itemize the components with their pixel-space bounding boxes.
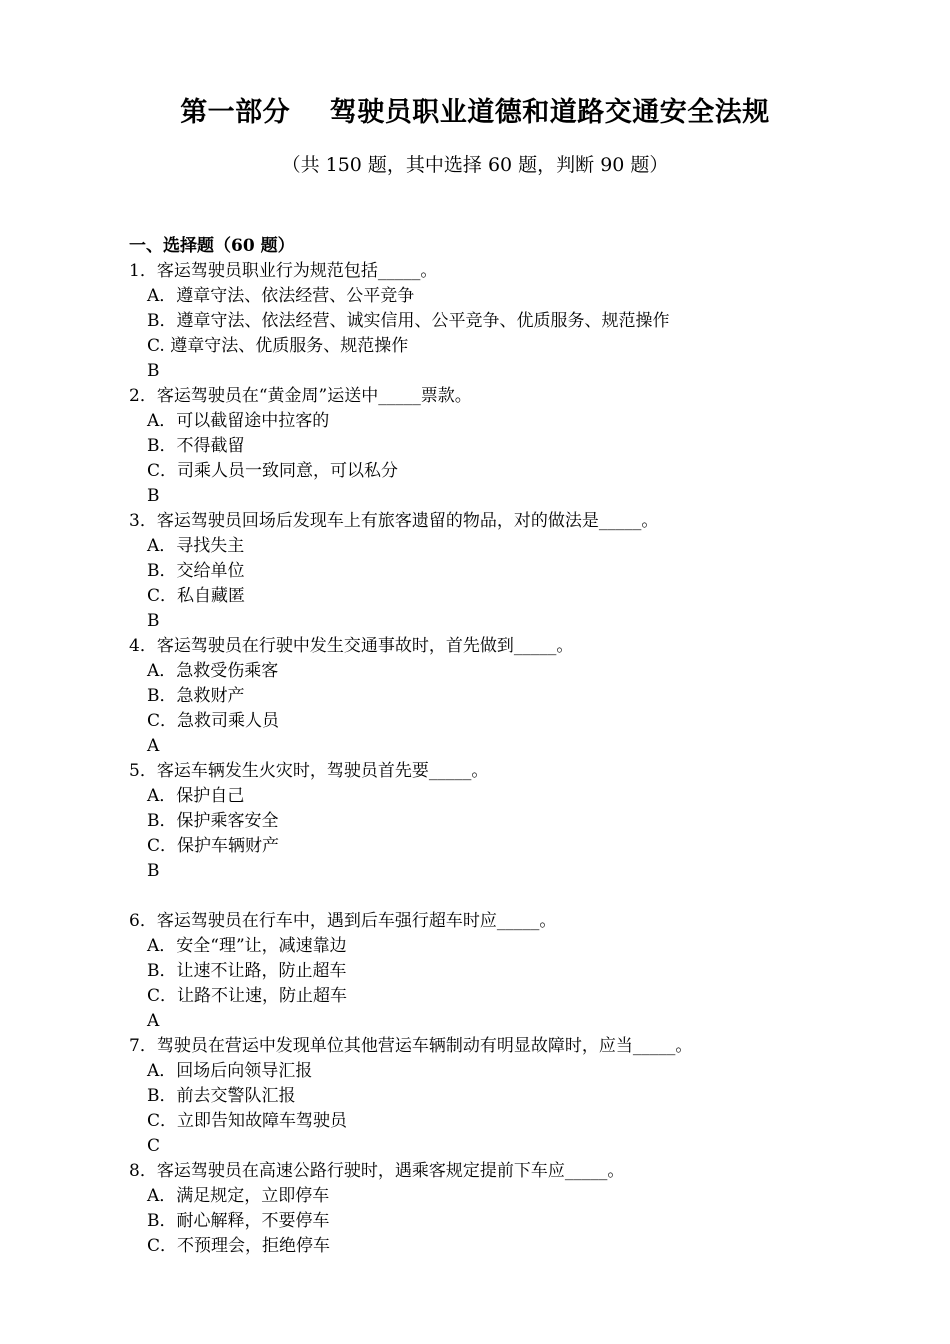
question-option: C．不预理会，拒绝停车	[147, 1236, 331, 1256]
question-answer: B	[147, 361, 160, 381]
question-option: A．可以截留途中拉客的	[147, 411, 330, 431]
question-option: B．前去交警队汇报	[147, 1086, 296, 1106]
question-stem: 2．客运驾驶员在“黄金周”运送中_____票款。	[129, 386, 472, 406]
question-option: A．回场后向领导汇报	[147, 1061, 313, 1081]
question-stem: 7．驾驶员在营运中发现单位其他营运车辆制动有明显故障时，应当_____。	[129, 1036, 693, 1056]
blank-line	[129, 884, 910, 909]
question-option: B．不得截留	[147, 436, 245, 456]
question-option: A．急救受伤乘客	[147, 661, 279, 681]
question-answer: B	[147, 861, 160, 881]
page-title: 第一部分 驾驶员职业道德和道路交通安全法规	[180, 97, 770, 128]
question-stem: 5．客运车辆发生火灾时，驾驶员首先要_____。	[129, 761, 489, 781]
question-answer: A	[147, 1011, 160, 1031]
question-option: A．寻找失主	[147, 536, 245, 556]
question-stem: 4．客运驾驶员在行驶中发生交通事故时，首先做到_____。	[129, 636, 574, 656]
question-stem: 6．客运驾驶员在行车中，遇到后车强行超车时应_____。	[129, 911, 557, 931]
section-heading: 一、选择题（60 题）	[129, 236, 295, 256]
question-option: A．保护自己	[147, 786, 245, 806]
question-option: C．让路不让速，防止超车	[147, 986, 348, 1006]
page-subtitle: （共 150 题，其中选择 60 题，判断 90 题）	[281, 154, 669, 176]
question-option: C．保护车辆财产	[147, 836, 280, 856]
question-option: C．司乘人员一致同意，可以私分	[147, 461, 399, 481]
question-option: C．立即告知故障车驾驶员	[147, 1111, 348, 1131]
question-option: C．急救司乘人员	[147, 711, 280, 731]
question-option: B．交给单位	[147, 561, 245, 581]
question-stem: 1．客运驾驶员职业行为规范包括_____。	[129, 261, 438, 281]
question-answer: C	[147, 1136, 161, 1156]
question-option: B．遵章守法、依法经营、诚实信用、公平竞争、优质服务、规范操作	[147, 311, 670, 331]
question-answer: A	[147, 736, 160, 756]
question-option: B．保护乘客安全	[147, 811, 279, 831]
question-option: B．耐心解释，不要停车	[147, 1211, 330, 1231]
question-answer: B	[147, 611, 160, 631]
question-option: A．遵章守法、依法经营、公平竞争	[147, 286, 415, 306]
question-stem: 3．客运驾驶员回场后发现车上有旅客遗留的物品，对的做法是_____。	[129, 511, 659, 531]
question-option: A．满足规定，立即停车	[147, 1186, 330, 1206]
question-option: B．让速不让路，防止超车	[147, 961, 347, 981]
question-answer: B	[147, 486, 160, 506]
question-option: B．急救财产	[147, 686, 245, 706]
question-option: C. 遵章守法、优质服务、规范操作	[147, 336, 409, 356]
question-option: C．私自藏匿	[147, 586, 246, 606]
question-list	[129, 234, 910, 1259]
question-stem: 8．客运驾驶员在高速公路行驶时，遇乘客规定提前下车应_____。	[129, 1161, 625, 1181]
question-option: A．安全“理”让，减速靠边	[147, 936, 347, 956]
